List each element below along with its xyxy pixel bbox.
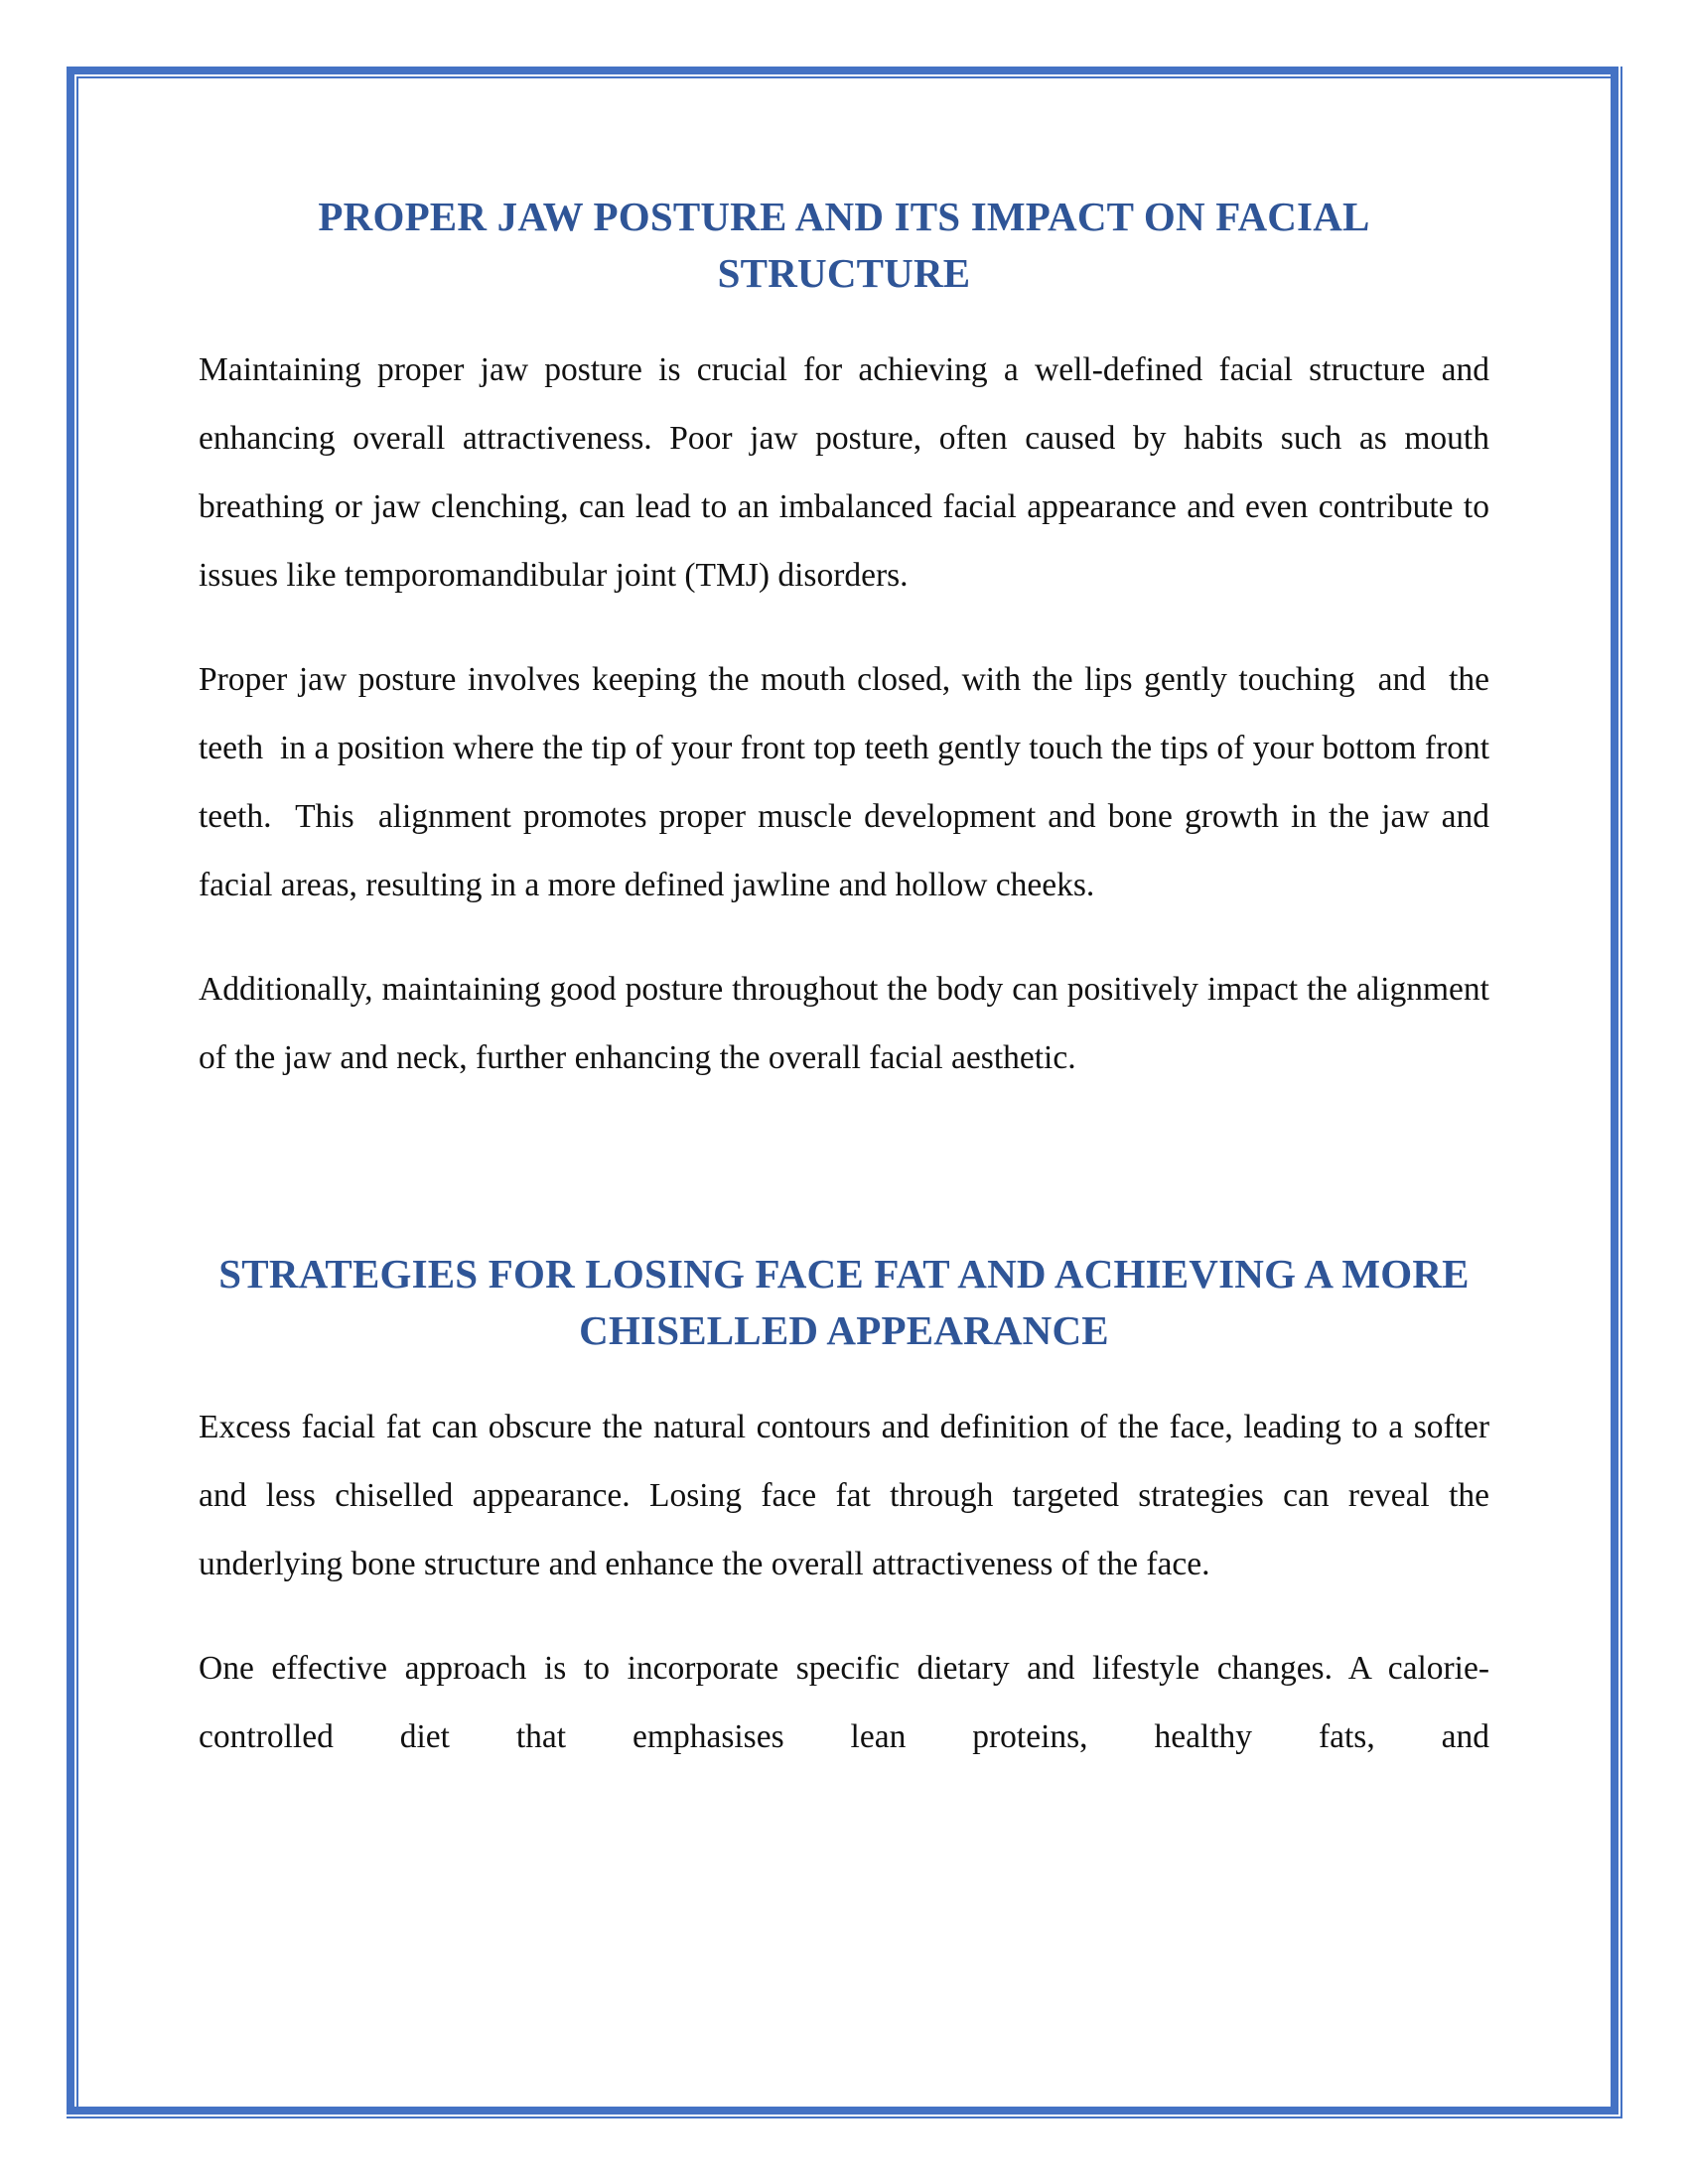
border-right-thick [1611,67,1618,2115]
document-body [199,189,1506,1771]
border-right-thin [1620,67,1622,2118]
border-top-thin [76,76,1611,78]
border-left-thin [76,76,78,2107]
paragraph: Excess facial fat can obscure the natural contours and definition of the face, leading to a softer and less chiselled appearance. Losing face fat through targeted strategies can reveal the underlying bone structure and enhance the overall attractiveness of the face. [199,1409,1489,1582]
section-heading: STRATEGIES FOR LOSING FACE FAT AND ACHIEVING A MORE CHISELLED APPEARANCE [218,1251,1470,1353]
paragraph: Additionally, maintaining good posture throughout the body can positively impact the alignment of the jaw and neck, further enhancing the overall facial aesthetic. [199,971,1489,1076]
border-bottom-thin [67,2116,1622,2118]
border-top-thick [67,67,1618,74]
section-jaw-posture [199,189,1506,1092]
section-heading: PROPER JAW POSTURE AND ITS IMPACT ON FACIAL STRUCTURE [318,194,1370,296]
paragraph: Proper jaw posture involves keeping the mouth closed, with the lips gently touching and the teeth in a position where the tip of your front top teeth gently touch the tips of your bottom front teeth. This alignment promotes proper muscle development and bone growth in the jaw and facial areas, resulting in a more defined jawline and hollow cheeks. [199,661,1506,903]
paragraph: Maintaining proper jaw posture is crucial for achieving a well-defined facial structure and enhancing overall attractiveness. Poor jaw posture, often caused by habits such as mouth breathing or jaw clenching, can lead to an imbalanced facial appearance and even contribute to issues like temporomandibular joint (TMJ) disorders. [199,351,1489,594]
section-face-fat [199,1246,1489,1771]
border-bottom-thick [67,2107,1618,2115]
paragraph: One effective approach is to incorporate specific dietary and lifestyle changes. A calorie-controlled diet that emphasises lean proteins, healthy fats, and [199,1650,1489,1755]
border-left-thick [67,67,74,2115]
